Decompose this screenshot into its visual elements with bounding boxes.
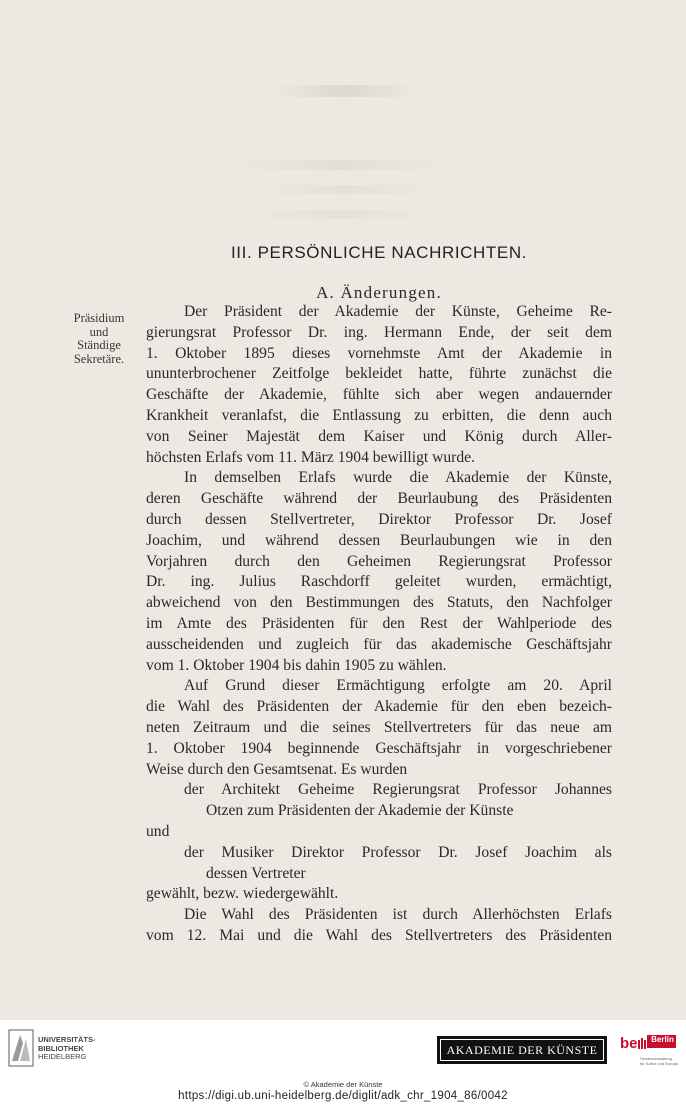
berlin-sub-label bbox=[640, 1057, 678, 1066]
akademie-logo-label: AKADEMIE DER KÜNSTE bbox=[440, 1039, 604, 1061]
margin-note bbox=[56, 312, 142, 366]
text-line: Auf Grund dieser Ermächtigung erfolgte am 20. April bbox=[184, 677, 612, 695]
uni-line: HEIDELBERG bbox=[38, 1052, 87, 1061]
text-line: der Musiker Direktor Professor Dr. Josef Joachim als bbox=[184, 843, 612, 861]
text-line: vom 12. Mai und die Wahl des Stellvertreters des Präsidenten bbox=[146, 926, 612, 944]
text-line: deren Geschäfte während der Beurlaubung des Präsidenten bbox=[146, 490, 612, 508]
text-line: dessen Vertreter bbox=[206, 864, 306, 882]
text-line: Der Präsident der Akademie der Künste, Geheime Re- bbox=[184, 303, 612, 320]
margin-note-line: und bbox=[89, 324, 109, 339]
text-line: höchsten Erlafs vom 11. März 1904 bewilligt wurde. bbox=[146, 448, 475, 466]
subsection-heading: A. Änderungen. bbox=[316, 283, 442, 302]
berlin-sub-line: Senatsverwaltung bbox=[640, 1056, 672, 1061]
copyright-notice: © Akademie der Künste bbox=[303, 1080, 383, 1089]
margin-note-line: Sekretäre. bbox=[73, 351, 125, 366]
text-line: 1. Oktober 1904 beginnende Geschäftsjahr in vorgeschriebener bbox=[146, 739, 612, 757]
text-line: ausscheidenden und zugleich für das akademische Geschäftsjahr bbox=[146, 635, 612, 653]
text-line: im Amte des Präsidenten für den Rest der Wahlperiode des bbox=[146, 614, 612, 632]
uni-line: UNIVERSITÄTS- bbox=[38, 1035, 96, 1044]
text-line: von Seiner Majestät dem Kaiser und König durch Aller- bbox=[146, 427, 612, 445]
text-line: Otzen zum Präsidenten der Akademie der Künste bbox=[206, 802, 514, 820]
text-line: Geschäfte der Akademie, fühlte sich aber wegen andauernder bbox=[146, 386, 612, 404]
text-line: abweichend von den Bestimmungen des Statuts, den Nachfolger bbox=[146, 594, 612, 612]
margin-note-line: Ständige bbox=[77, 338, 121, 353]
section-heading: III. PERSÖNLICHE NACHRICHTEN. bbox=[230, 243, 528, 262]
text-line: Weise durch den Gesamtsenat. Es wurden bbox=[146, 760, 408, 778]
text-line: gewählt, bezw. wiedergewählt. bbox=[146, 885, 339, 903]
text-line: Die Wahl des Präsidenten ist durch Allerhöchsten Erlafs bbox=[184, 906, 612, 924]
bleed-through-mark bbox=[250, 185, 440, 194]
text-line: vom 1. Oktober 1904 bis dahin 1905 zu wählen. bbox=[146, 656, 447, 674]
text-line: der Architekt Geheime Regierungsrat Professor Johannes bbox=[184, 781, 612, 799]
svg-text:be: be bbox=[620, 1035, 638, 1052]
text-line: Vorjahren durch den Geheimen Regierungsrat Professor bbox=[146, 552, 612, 570]
text-line: ununterbrochener Zeitfolge bekleidet hatte, führte zunächst die bbox=[146, 365, 612, 383]
akademie-logo-button[interactable] bbox=[437, 1036, 607, 1064]
text-line: Dr. ing. Julius Raschdorff geleitet wurden, ermächtigt, bbox=[146, 573, 612, 591]
text-line: 1. Oktober 1895 dieses vornehmste Amt der Akademie in bbox=[146, 344, 612, 362]
bleed-through-mark bbox=[235, 210, 445, 219]
text-line: durch dessen Stellvertreter, Direktor Professor Dr. Josef bbox=[146, 510, 612, 528]
text-line: die Wahl des Präsidenten der Akademie für den eben bezeich- bbox=[146, 698, 612, 716]
body-text bbox=[146, 302, 612, 947]
uni-line: BIBLIOTHEK bbox=[38, 1043, 84, 1053]
bleed-through-mark bbox=[230, 160, 450, 170]
university-library-logo-icon[interactable] bbox=[8, 1029, 34, 1067]
text-line: gierungsrat Professor Dr. ing. Hermann Ende, der seit dem bbox=[146, 323, 612, 341]
berlin-sub-line: für Kultur und Europa bbox=[640, 1060, 679, 1066]
text-line: Joachim, und während dessen Beurlaubungen wie in den bbox=[146, 531, 612, 549]
text-line: und bbox=[146, 822, 170, 840]
text-line: neten Zeitraum und die seines Stellvertreters für das neue am bbox=[146, 718, 612, 736]
berlin-logo-label: Berlin bbox=[651, 1035, 674, 1044]
source-url-link[interactable]: https://digi.ub.uni-heidelberg.de/diglit/adk_chr_1904_86/0042 bbox=[178, 1090, 508, 1102]
text-line: Krankheit veranlafst, die Entlassung zu erbitten, die denn auch bbox=[146, 406, 612, 424]
text-line: In demselben Erlafs wurde die Akademie der Künste, bbox=[184, 469, 612, 487]
bleed-through-mark bbox=[270, 85, 420, 97]
margin-note-line: Präsidium bbox=[73, 311, 125, 325]
university-library-label[interactable] bbox=[38, 1036, 96, 1062]
